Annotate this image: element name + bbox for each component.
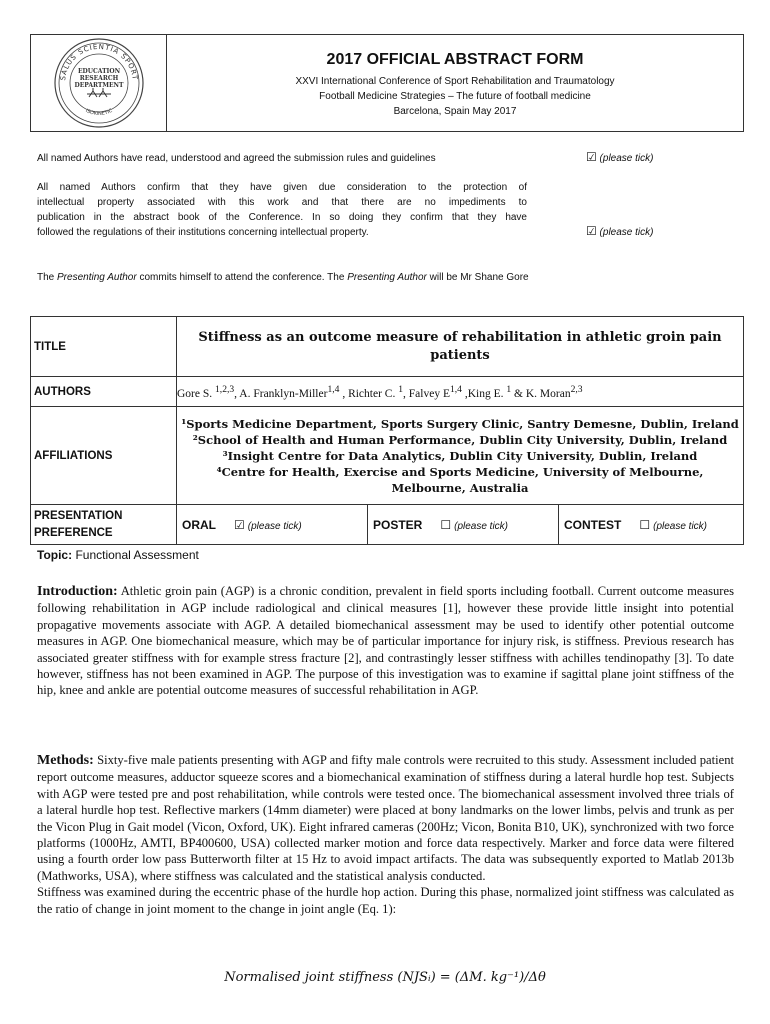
affiliation-item: ³Insight Centre for Data Analytics, Dublin City University, Dublin, Ireland — [222, 448, 698, 463]
methods-section — [37, 752, 734, 917]
presentation-preference-label: PRESENTATION PREFERENCE — [31, 505, 177, 545]
presenting-author-em: Presenting Author — [347, 272, 427, 283]
affiliations-row — [31, 407, 744, 505]
affiliation-item: ²School of Health and Human Performance, Dublin City University, Dublin, Ireland — [192, 432, 728, 447]
introduction-heading: Introduction: — [37, 584, 118, 599]
logo-line-2: RESEARCH — [79, 75, 118, 82]
logo-figures-icon — [87, 88, 111, 97]
logo-ring-text: SALUS SCIENTIA SPORT — [58, 42, 139, 82]
ip-line-4: followed the regulations of their institutions concerning intellectual property. — [37, 227, 369, 238]
authors-row — [31, 377, 744, 407]
ip-line-1: All named Authors confirm that they have given due consideration to the protection of — [37, 182, 527, 193]
conference-name: XXVI International Conference of Sport Rehabilitation and Traumatology — [295, 76, 615, 87]
rules-tick-label: (please tick) — [599, 153, 654, 164]
affiliations-content — [177, 407, 744, 505]
logo-line-1: EDUCATION — [77, 68, 120, 75]
title-label: TITLE — [31, 317, 177, 377]
poster-tick-label: (please tick) — [454, 520, 509, 532]
topic-value: Functional Assessment — [72, 548, 199, 562]
affiliations-label: AFFILIATIONS — [31, 407, 177, 505]
contest-option[interactable] — [559, 505, 744, 545]
svg-text:ISOKINETIC — [84, 108, 113, 117]
methods-heading: Methods: — [37, 753, 94, 768]
empty-box-icon[interactable]: ☐ — [639, 517, 651, 532]
oral-option[interactable] — [177, 505, 368, 545]
header-title-cell — [167, 35, 743, 131]
header-box — [30, 34, 744, 132]
checked-box-icon: ☑ — [586, 150, 597, 164]
title-row — [31, 317, 744, 377]
rules-tick[interactable] — [586, 150, 653, 164]
topic-label: Topic: — [37, 548, 73, 562]
checked-box-icon[interactable]: ☑ — [234, 517, 245, 532]
presentation-preference-row — [31, 505, 744, 545]
presenting-author-em: Presenting Author — [57, 272, 137, 283]
ip-declaration — [37, 180, 527, 240]
oral-tick-label: (please tick) — [247, 520, 302, 532]
logo-cell — [31, 35, 167, 131]
form-title: 2017 OFFICIAL ABSTRACT FORM — [326, 51, 584, 68]
title-content — [177, 317, 744, 377]
ip-tick-label: (please tick) — [599, 227, 654, 238]
isokinetic-seal-logo — [53, 37, 145, 129]
poster-label: POSTER — [373, 517, 423, 532]
conference-location: Barcelona, Spain May 2017 — [393, 106, 517, 117]
empty-box-icon[interactable]: ☐ — [440, 517, 452, 532]
rules-declaration: All named Authors have read, understood and agreed the submission rules and guidelines — [37, 153, 436, 164]
abstract-form-table — [30, 316, 744, 545]
oral-label: ORAL — [182, 517, 216, 532]
affiliation-item: Melbourne, Australia — [391, 480, 529, 495]
affiliation-item: ⁴Centre for Health, Exercise and Sports Medicine, University of Melbourne, — [216, 464, 704, 479]
conference-subtitle: Football Medicine Strategies – The future of football medicine — [319, 91, 591, 102]
contest-label: CONTEST — [564, 517, 622, 532]
affiliations-list — [177, 416, 743, 496]
introduction-text: Athletic groin pain (AGP) is a chronic condition, prevalent in field sports including football. Current outcome measures following rehabilitation in AGP include radiological and clinical measures [1], however these provide little insight into potential propagative movements associate with AGP. A detailed biomechanical assessment may be used to identify other potential outcome measures in AGP. One biomechanical measure, which may be of particular importance for injury risk, is stiffness. Previous research has associated greater stiffness with for example stress fracture [2], and contrastingly lesser stiffness with achilles tendinopathy [3]. To date however, stiffness has not been examined in AGP. The purpose of this investigation was to examine if sagittal plane joint stiffness of the hip, knee and ankle are potential outcome measures of successful rehabilitation in AGP. — [37, 584, 734, 698]
ip-line-2: intellectual property associated with this work and that there are no impediments to — [37, 197, 527, 208]
abstract-title: Stiffness as an outcome measure of rehabilitation in athletic groin pain patients — [198, 329, 722, 363]
presenting-author-statement: The Presenting Author commits himself to attend the conference. The Presenting Author will be Mr Shane Gore — [37, 272, 529, 283]
ip-tick[interactable] — [586, 224, 653, 238]
checked-box-icon: ☑ — [586, 224, 597, 238]
topic-line — [37, 548, 199, 562]
logo-bottom-text: ISOKINETIC — [83, 107, 113, 118]
ip-line-3: publication in the abstract book of the Conference. In so doing they confirm that they have — [37, 212, 527, 223]
methods-text: Sixty-five male patients presenting with AGP and fifty male controls were recruited to this study. Assessment included patient report outcome measures, adductor squeeze scores and a biomechanical examination of stiffness during a lateral hurdle hop test. Subjects with AGP were tested pre and post rehabilitation, while controls were tested once. The biomechanical assessment involved three trials of a lateral hurdle hop test. Reflective markers (14mm diameter) were placed at bony landmarks on the lower limbs, pelvis and trunk as per the Vicon Plug in Gait model (Vicon, Oxford, UK). Eight infrared cameras (200Hz; Vicon, Bonita B10, UK), synchronized with two force platforms (1000Hz, AMTI, BP400600, USA) collected marker motion and force data respectively. Marker and force data were filtered using a fourth order low pass Butterworth filter at 15 Hz to avoid impact artifacts. The data was subsequently exported to Matlab 2013b (Mathworks, USA), where stiffness was calculated and the statistical analysis conducted. — [37, 753, 734, 883]
logo-line-3: DEPARTMENT — [73, 82, 124, 89]
poster-option[interactable] — [368, 505, 559, 545]
introduction-section — [37, 583, 734, 699]
authors-list: Gore S. $^{1,2,3}$, A. Franklyn-Miller$^{1,4}$ , Richter C. $^1$, Falvey E$^{1,4}$ ,King E. $^1$ & K. Moran$^{2,3}$ — [177, 377, 744, 407]
affiliation-item: ¹Sports Medicine Department, Sports Surgery Clinic, Santry Demesne, Dublin, Ireland — [181, 416, 739, 431]
contest-tick-label: (please tick) — [653, 520, 708, 532]
authors-label: AUTHORS — [31, 377, 177, 407]
methods-text-2: Stiffness was examined during the eccentric phase of the hurdle hop action. During this phase, normalized joint stiffness was calculated as the ratio of change in joint moment to the change in joint angle (Eq. 1): — [37, 885, 734, 916]
stiffness-equation: Normalised joint stiffness (NJSᵢ) = (ΔM. kg⁻¹)/Δθ — [224, 970, 546, 985]
